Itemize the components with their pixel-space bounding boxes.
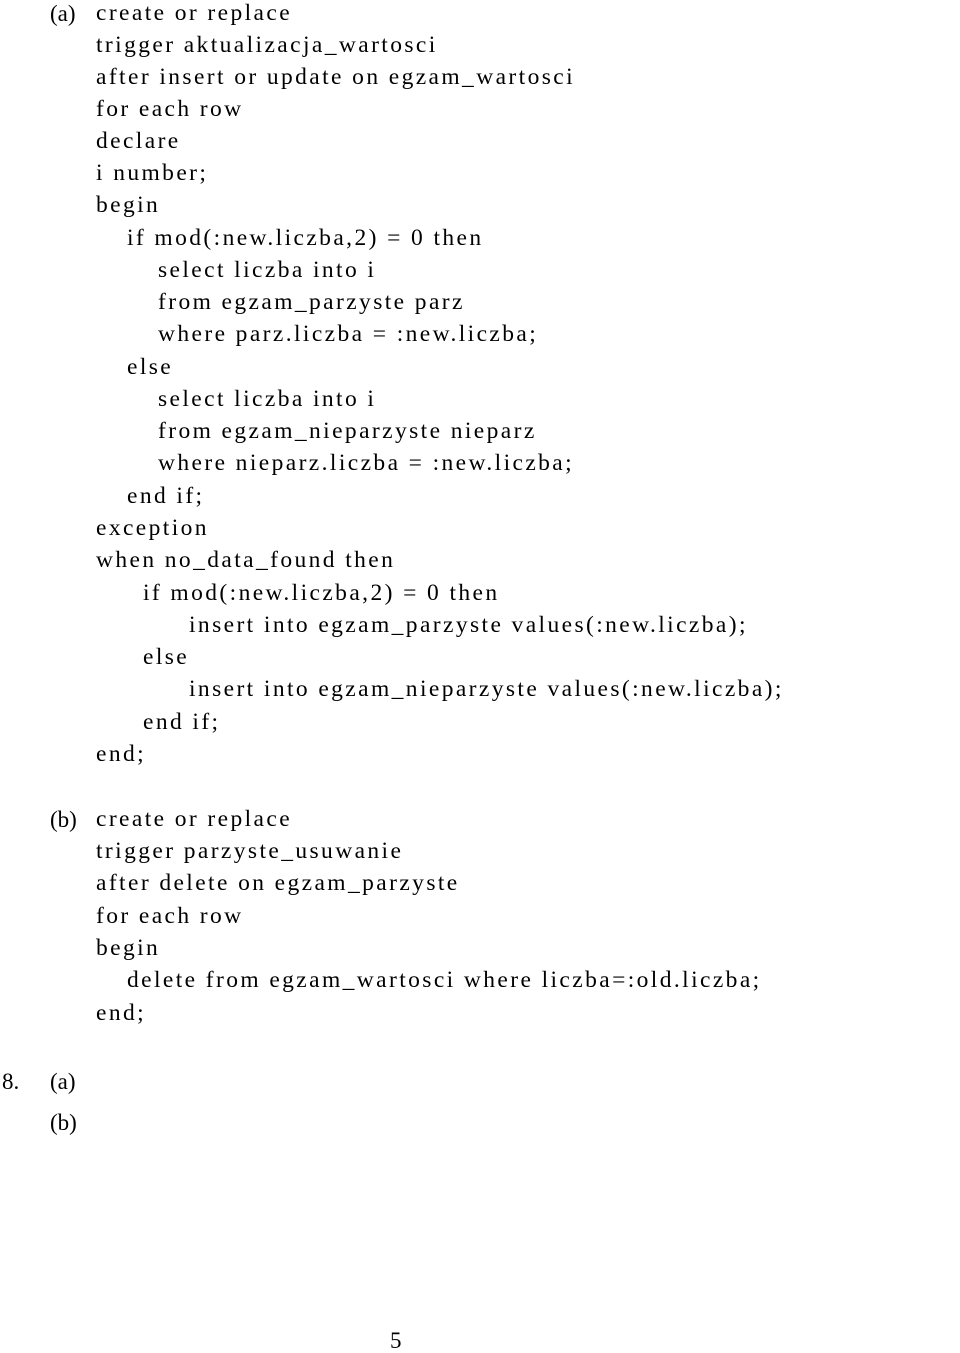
item-8-sub-b: (b) — [50, 1110, 77, 1135]
code-line: after insert or update on egzam_wartosci — [96, 64, 576, 90]
code-line: from egzam_nieparzyste nieparz — [158, 418, 537, 444]
page-number: 5 — [390, 1328, 402, 1353]
code-line: insert into egzam_parzyste values(:new.liczba); — [189, 612, 748, 638]
code-line: from egzam_parzyste parz — [158, 289, 465, 315]
code-line: select liczba into i — [158, 257, 377, 283]
code-line: trigger parzyste_usuwanie — [96, 838, 404, 864]
code-line: delete from egzam_wartosci where liczba=:old.liczba; — [127, 967, 762, 993]
code-line: i number; — [96, 160, 209, 186]
code-line: exception — [96, 515, 209, 541]
code-line: end if; — [127, 483, 205, 509]
code-line: create or replace — [96, 0, 293, 26]
code-line: begin — [96, 192, 161, 218]
section-b-label: (b) — [50, 807, 77, 832]
code-line: for each row — [96, 903, 244, 929]
section-a-label: (a) — [50, 1, 76, 26]
code-line: where nieparz.liczba = :new.liczba; — [158, 450, 575, 476]
code-line: declare — [96, 128, 181, 154]
code-line: begin — [96, 935, 161, 961]
code-line: when no_data_found then — [96, 547, 396, 573]
item-8-sub-a: (a) — [50, 1069, 76, 1094]
code-line: else — [127, 354, 174, 380]
code-line: trigger aktualizacja_wartosci — [96, 32, 438, 58]
code-line: insert into egzam_nieparzyste values(:new.liczba); — [189, 676, 784, 702]
code-line: if mod(:new.liczba,2) = 0 then — [127, 225, 484, 251]
code-line: where parz.liczba = :new.liczba; — [158, 321, 539, 347]
code-line: after delete on egzam_parzyste — [96, 870, 460, 896]
code-line: end; — [96, 741, 147, 767]
code-line: end; — [96, 1000, 147, 1026]
item-8-number: 8. — [2, 1069, 20, 1094]
code-line: if mod(:new.liczba,2) = 0 then — [143, 580, 500, 606]
code-line: create or replace — [96, 806, 293, 832]
code-line: for each row — [96, 96, 244, 122]
code-line: else — [143, 644, 190, 670]
code-line: select liczba into i — [158, 386, 377, 412]
code-line: end if; — [143, 709, 221, 735]
